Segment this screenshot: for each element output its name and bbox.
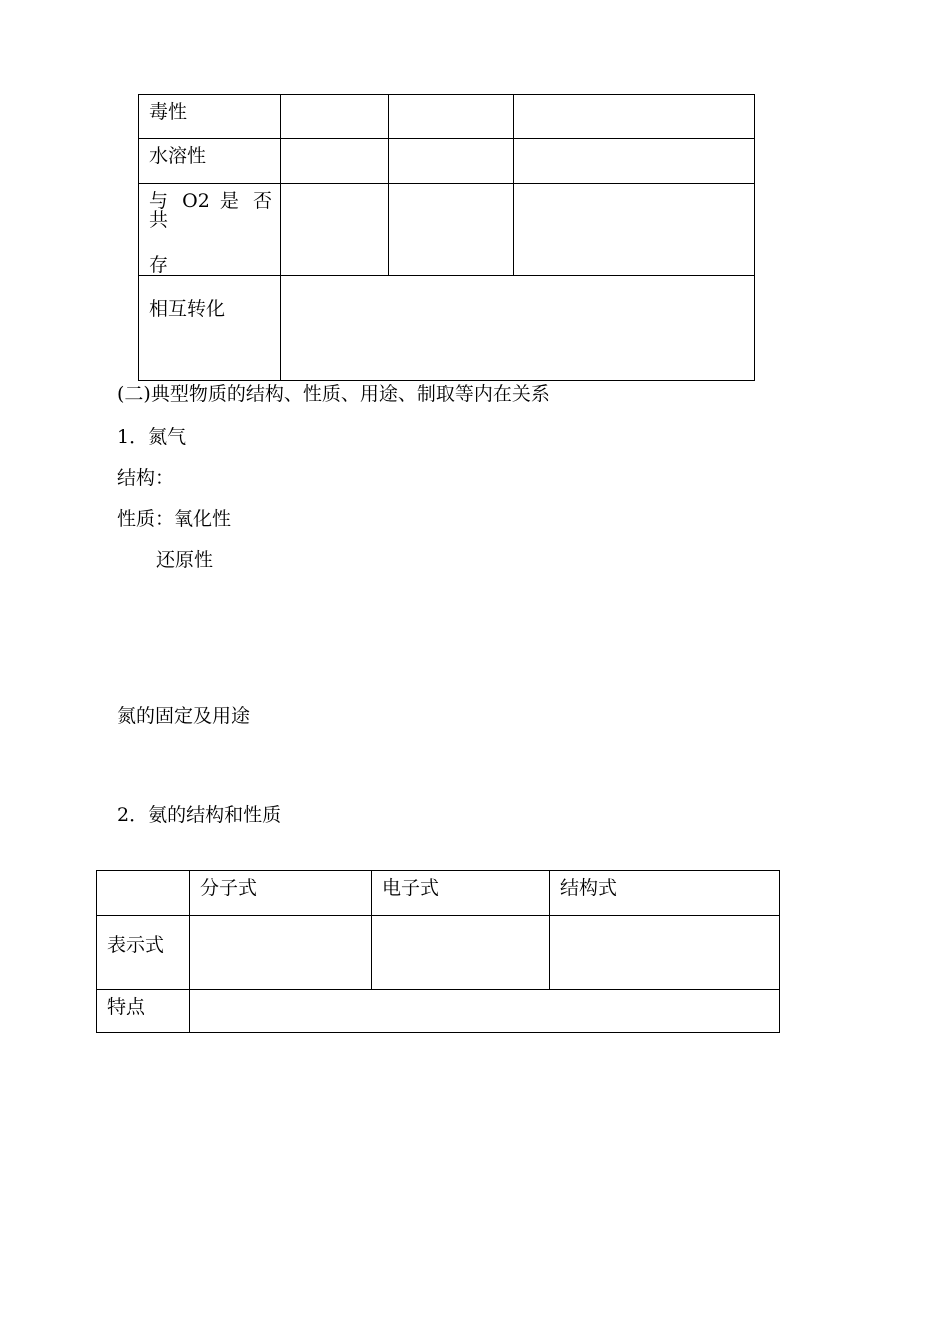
table-cell [281, 95, 389, 139]
table-cell [514, 184, 755, 276]
table-row [139, 276, 755, 381]
fixation-label: 氮的固定及用途 [117, 705, 251, 727]
reduction-label: 还原性 [156, 549, 214, 571]
table-cell [389, 139, 514, 184]
header-structural-formula: 结构式 [550, 871, 780, 916]
table-row [139, 95, 755, 139]
table-cell [281, 139, 389, 184]
structure-label: 结构： [117, 467, 175, 489]
row-label-expression: 表示式 [97, 916, 190, 990]
table-row [97, 916, 780, 990]
table-cell [281, 184, 389, 276]
table-row [97, 990, 780, 1033]
table-row [139, 139, 755, 184]
table-cell-merged [281, 276, 755, 381]
section-heading: (二)典型物质的结构、性质、用途、制取等内在关系 [117, 383, 550, 405]
table-header-row [97, 871, 780, 916]
item1-title: 1．氮气 [117, 426, 187, 448]
item2-title: 2．氨的结构和性质 [117, 804, 282, 826]
table-cell [190, 916, 372, 990]
table-cell [389, 184, 514, 276]
ammonia-structure-table [96, 870, 780, 1033]
table-cell-merged [190, 990, 780, 1033]
table-cell [550, 916, 780, 990]
row-label-feature: 特点 [97, 990, 190, 1033]
table-cell [514, 139, 755, 184]
table-row [139, 184, 755, 276]
row-label-solubility: 水溶性 [139, 139, 281, 184]
table-cell [514, 95, 755, 139]
header-electron-formula: 电子式 [372, 871, 550, 916]
table-cell [389, 95, 514, 139]
comparison-table [138, 94, 755, 381]
header-empty [97, 871, 190, 916]
row-label-coexist-o2: 与 O2 是 否 共 存 [139, 184, 281, 276]
property-label: 性质：氧化性 [117, 508, 232, 530]
row-label-toxicity: 毒性 [139, 95, 281, 139]
table-cell [372, 916, 550, 990]
row-label-interconversion: 相互转化 [139, 276, 281, 381]
header-molecular-formula: 分子式 [190, 871, 372, 916]
